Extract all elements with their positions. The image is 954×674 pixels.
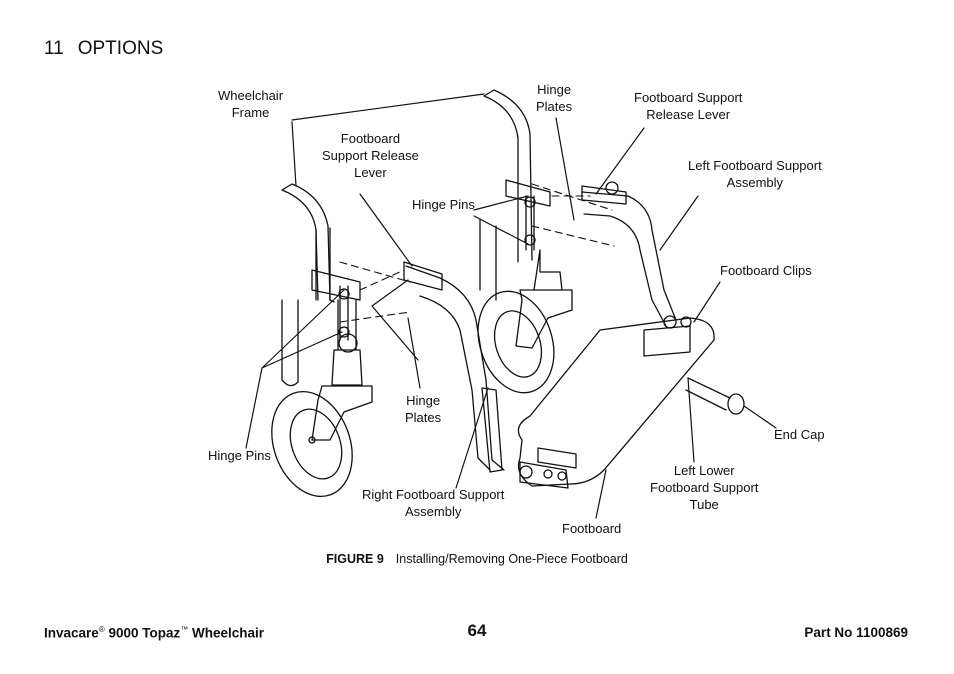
part-number: Part No 1100869 xyxy=(804,625,908,640)
rear-footboard-hinge xyxy=(644,326,690,356)
page-number: 64 xyxy=(467,621,487,640)
right-hinge-plate xyxy=(506,180,550,206)
label-hinge-pins-top: Hinge Pins xyxy=(412,197,475,212)
label-footboard-clips: Footboard Clips xyxy=(720,263,812,278)
figure-number: FIGURE 9 xyxy=(326,552,384,566)
label-hinge-plates-top: Hinge Plates xyxy=(536,82,573,114)
section-title: OPTIONS xyxy=(77,38,164,59)
left-lower-tube xyxy=(686,378,730,410)
end-cap xyxy=(728,394,744,414)
label-left-lower-footboard-support-tube: Left Lower Footboard Support Tube xyxy=(650,463,759,512)
left-caster-wheel xyxy=(258,380,366,507)
label-footboard-support-release-lever-left: Footboard Support Release Lever xyxy=(322,131,419,180)
label-footboard-support-release-lever-top: Footboard Support Release Lever xyxy=(634,90,743,122)
alignment-dashes xyxy=(340,184,614,322)
label-hinge-pins-left: Hinge Pins xyxy=(208,448,271,463)
label-footboard: Footboard xyxy=(562,521,622,536)
right-frame-tube xyxy=(484,90,532,262)
label-right-footboard-support-assembly: Right Footboard Support Assembly xyxy=(362,487,505,519)
figure-title: Installing/Removing One-Piece Footboard xyxy=(395,552,628,566)
right-footboard-support xyxy=(406,266,504,470)
left-footboard-support xyxy=(582,192,676,326)
section-number: 11 xyxy=(44,38,64,59)
label-hinge-plates-mid: Hinge Plates xyxy=(405,393,442,425)
label-wheelchair-frame: Wheelchair Frame xyxy=(218,88,284,120)
label-left-footboard-support-assembly: Left Footboard Support Assembly xyxy=(688,158,822,190)
left-frame-tube xyxy=(282,184,334,302)
right-caster-fork xyxy=(516,250,572,348)
label-end-cap: End Cap xyxy=(774,427,825,442)
left-hinge-plate xyxy=(312,270,360,300)
footer-product-name: Invacare® 9000 Topaz™ Wheelchair xyxy=(44,625,265,641)
footboard-plate xyxy=(518,318,714,486)
figure-caption xyxy=(0,552,954,566)
